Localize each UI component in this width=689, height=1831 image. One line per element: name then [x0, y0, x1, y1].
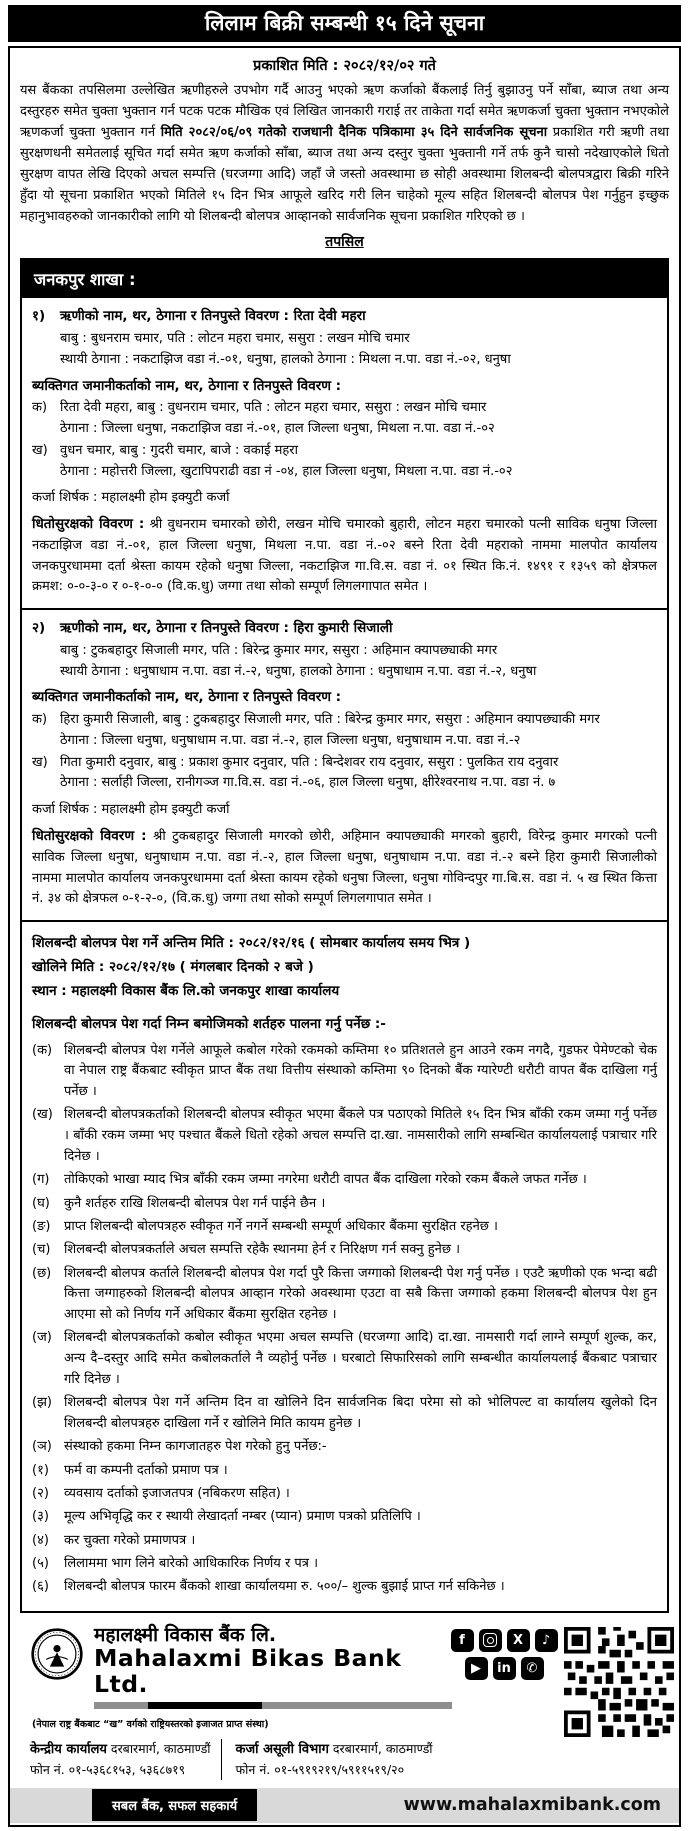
bank-name-english: Mahalaxmi Bikas Bank Ltd. [94, 1644, 402, 1699]
bid-venue: स्थान : महालक्ष्मी विकास बैंक लि.को जनकपुर शाखा कार्यालय [32, 983, 340, 1000]
guarantor-detail [60, 441, 657, 483]
condition-item [32, 1264, 657, 1326]
page-title: लिलाम बिक्री सम्बन्धी १५ दिने सूचना [8, 5, 681, 42]
instagram-icon[interactable] [479, 1629, 502, 1652]
condition-text: शिलबन्दी बोलपत्रकर्ताको कबोल स्वीकृत भएमा अचल सम्पत्ति (घरजग्गा आदि) दा.खा. नामसारी गर्दा लाग्ने सम्पूर्ण शुल्क, कर, अन्य दै–दस्तुर आदि समेत कबोलकर्ताले नै व्यहोर्नु पर्नेछ । घरबाटो सिफारिसको लागि सम्बन्धीत कार्यालयलाई बैंकबाट पत्राचार गरि दिनेछ । [64, 1330, 657, 1388]
recovery-dept-phone: फोन नं. ०१-५९१९२१९/५९११५१९/२० [235, 1762, 405, 1778]
conditions-heading: शिलबन्दी बोलपत्र पेश गर्दा निम्न बमोजिमको शर्तहरु पालना गर्नु पर्नेछ :- [32, 1016, 386, 1032]
x-twitter-icon[interactable]: X [507, 1629, 530, 1652]
guarantor-label: ख) [32, 754, 48, 770]
condition-item [32, 1170, 657, 1191]
bank-tagline: सबल बैंक, सफल सहकार्य [92, 1789, 257, 1821]
condition-text: प्राप्त शिलबन्दी बोलपत्रहरु स्वीकृत गर्ने नगर्ने सम्बन्धी सम्पूर्ण अधिकार बैंकमा सुरक्षित रहनेछ । [64, 1218, 498, 1234]
linkedin-icon[interactable]: in [493, 1657, 516, 1680]
collateral-text: श्री वुधनराम चमारको छोरी, लखन मोचि चमारको बुहारी, लोटन महरा चमारको पत्नी साविक धनुषा जिल्ला नकटाझिज वडा नं.-०१, हाल जिल्ला धनुषा, मिथला न.पा. वडा नं.-०२ बस्ने रिता देवी महराको नाममा मालपोत कार्यालय जनकपुरधाममा दर्ता श्रेस्ता कायम रहेको धनुषा जिल्ला, नकटाझिज गा.वि.स. वडा नं. ०१ स्थित कि.नं. १४९१ र १३५९ को क्षेत्रफल क्रमश: ०-०-३-० र ०-१-०-० (वि.क.धु) जग्गा तथा सोको सम्पूर्ण लिगलगापात समेत । [32, 517, 657, 595]
collateral-description [32, 826, 657, 910]
required-document-item [32, 1554, 657, 1575]
viber-icon[interactable]: ✆ [521, 1657, 544, 1680]
branch-header: जनकपुर शाखा : [22, 260, 667, 298]
intro-paragraph [20, 80, 669, 227]
condition-text: लिलाममा भाग लिने बारेको आधिकारिक निर्णय र पत्र । [64, 1555, 319, 1571]
section-number: १) [32, 308, 46, 325]
condition-label: (झ) [32, 1395, 52, 1411]
borrower-parents-line: बाबु : टुकबहादुर सिजाली मगर, पति : बिरेन्द्र कुमार मगर, ससुरा : अहिमान क्यापछ्याकी मगर [60, 642, 498, 658]
social-icons [456, 1629, 552, 1710]
bank-brand [30, 1625, 452, 1710]
social-icons-row [465, 1657, 544, 1680]
condition-text: शिलबन्दी बोलपत्र पेश गर्नेले आफूले कबोल गरेको रकमको कम्तिमा १० प्रतिशतले हुन आउने रकम नगदै, गुडफर पेमेण्टको चेक वा नेपाल राष्ट्र बैंकबाट स्वीकृत प्राप्त बैंक तथा वित्तीय संस्थाको कम्तिमा ९० दिनको बैंक ग्यारेण्टी धरौटी वापत बैंक दाखिला गर्नु पर्नेछ । [64, 1042, 657, 1100]
borrower-section-2 [22, 608, 667, 920]
borrower-heading [32, 306, 657, 328]
condition-label: (ज) [32, 1330, 52, 1346]
guarantor-heading: ब्यक्तिगत जमानीकर्ताको नाम, थर, ठेगाना र तिनपुस्ते विवरण : [32, 377, 342, 394]
condition-label: (ग) [32, 1172, 50, 1188]
borrower-heading-text: ऋणीको नाम, थर, ठेगाना र तिनपुस्ते विवरण : रिता देवी महरा [60, 308, 366, 325]
guarantor-label: क) [32, 400, 48, 416]
guarantor-row [32, 398, 657, 440]
head-office-address: दरबारमार्ग, काठमाण्डौं [106, 1741, 211, 1757]
bank-name-nepali: महालक्ष्मी विकास बैंक लि. [94, 1623, 277, 1646]
condition-label: (३) [32, 1509, 49, 1525]
bank-names [94, 1625, 452, 1710]
borrower-section-1 [22, 298, 667, 608]
condition-item [32, 1105, 657, 1167]
brand-divider-bar [94, 1702, 452, 1709]
branch-table [20, 258, 669, 1612]
condition-text: शिलबन्दी बोलपत्र कर्ताले शिलबन्दी बोलपत्र पेश गर्दा पुरै कित्ता जग्गाको शिलबन्दी पेश गर्नु पर्नेछ । एउटै ऋणीको एक भन्दा बढी कित्ता जग्गाहरुको शिलबन्दी बोलपत्र आव्हान गरेको अवस्थामा एउटा वा सबै कित्ता जग्गाको हकमा शिलबन्दी बोलपत्र पेश हुन आएमा सो को निर्णय गर्ने अधिकार बैंकमा सुरक्षित रहनेछ । [64, 1265, 657, 1323]
guarantor-name-line: हिरा कुमारी सिजाली, बाबु : टुकबहादुर सिजाली मगर, पति : बिरेन्द्र कुमार मगर, ससुरा : अहिमान क्यापछ्याकी मगर [60, 712, 600, 728]
condition-text: फर्म वा कम्पनी दर्ताको प्रमाण पत्र । [64, 1462, 228, 1478]
document-body [8, 46, 681, 1827]
condition-label: (घ) [32, 1195, 50, 1211]
recovery-dept-address: दरबारमार्ग, काठमाण्डौं [328, 1741, 433, 1757]
footer-strip [10, 1788, 679, 1823]
bid-deadline: शिलबन्दी बोलपत्र पेश गर्ने अन्तिम मिति : २०८२/१२/१६ ( सोमबार कार्यालय समय भित्र ) [32, 935, 471, 952]
condition-text: शिलबन्दी बोलपत्र पेश गर्ने अन्तिम दिन वा खोलिने दिन सार्वजनिक बिदा परेमा सो को भोलिपल्ट वा कार्यालय खुलेको दिन शिलबन्दी बोलपत्रहरु दाखिला गर्ने र खोलिने मिति कायम हुनेछ । [64, 1395, 657, 1432]
condition-label: (च) [32, 1242, 51, 1258]
collateral-label: धितोसुरक्षको विवरण : [32, 516, 145, 533]
qr-code [564, 1627, 674, 1737]
condition-item [32, 1240, 657, 1261]
guarantor-address-line: ठेगाना : जिल्ला धनुषा, धनुषाधाम न.पा. वडा नं.-२, हाल जिल्ला धनुषा, धनुषाधाम न.पा. वडा नं.-२ [60, 732, 521, 748]
head-office-block [30, 1739, 221, 1780]
condition-item [32, 1328, 657, 1390]
condition-item [32, 1217, 657, 1238]
guarantor-detail [60, 753, 657, 795]
head-office-line [30, 1739, 211, 1760]
condition-label: (छ) [32, 1265, 52, 1281]
published-date: प्रकाशित मिति : २०८२/१२/०२ गते [253, 58, 436, 74]
condition-label: (४) [32, 1532, 49, 1548]
condition-label: (२) [32, 1486, 49, 1502]
youtube-icon[interactable]: ▶ [465, 1657, 488, 1680]
guarantor-label: ख) [32, 442, 48, 458]
office-addresses [30, 1739, 552, 1780]
bank-website-link[interactable]: www.mahalaxmibank.com [403, 1795, 661, 1816]
intro-text-bold: मिति २०८२/०६/०९ गतेको राजधानी दैनिक पत्रिकामा ३५ दिने सार्वजनिक सूचना [160, 125, 548, 141]
section-number: २) [32, 620, 46, 637]
collateral-label: धितोसुरक्षको विवरण : [32, 828, 147, 845]
guarantor-row [32, 753, 657, 795]
bid-opening-date: खोलिने मिति : २०८२/१२/१७ ( मंगलबार दिनको २ बजे ) [32, 959, 314, 976]
condition-text: शिलबन्दी बोलपत्रकर्ताको शिलबन्दी बोलपत्र स्वीकृत भएमा बैंकले पत्र पठाएको मितिले १५ दिन भित्र बाँकी रकम जम्मा गर्नु पर्नेछ । बाँकी रकम जम्मा भए पश्चात बैंकले धितो रहेको अचल सम्पत्ति दा.खा. नामसारीको लागि सम्बन्धित कार्यालयलाई पत्राचार गरि दिनेछ । [64, 1107, 657, 1165]
recovery-dept-line [236, 1739, 433, 1760]
borrower-address-line: स्थायी ठेगाना : धनुषाधाम न.पा. वडा नं.-२, धनुषा, हालको ठेगाना : धनुषाधाम न.पा. वडा नं.-२, धनुषा [60, 663, 537, 679]
guarantor-label: क) [32, 712, 48, 728]
required-document-item [32, 1531, 657, 1552]
borrower-heading [32, 618, 657, 640]
condition-item [32, 1393, 657, 1435]
guarantor-address-line: ठेगाना : जिल्ला धनुषा, नकटाझिज वडा नं.-०१, हाल जिल्ला धनुषा, मिथला न.पा. वडा नं.-०२ [60, 420, 495, 436]
intro-text-pre: यस बैंकका तपसिलमा उल्लेखित ऋणीहरुले उपभोग गर्दै आउनु भएको ऋण कर्जाको बैंकलाई तिर्नु बुझाउनु पर्ने साँबा, ब्याज तथा अन्य दस्तुरहरु समेत चुक्ता भुक्तान गर्न पटक पटक मौखिक एवं लिखित जानकारी गराई तर ताकेता गर्दा समेत ऋणकर्जा चुक्ता भुक्तान नभएकोले ऋणकर्जा चुक्ता भुक्तान गर्न [20, 83, 669, 141]
bank-logo [30, 1627, 84, 1681]
condition-text: कुनै शर्तहरु राखि शिलबन्दी बोलपत्र पेश गर्न पाईने छैन । [64, 1195, 326, 1211]
condition-label: (५) [32, 1555, 49, 1571]
guarantor-row [32, 441, 657, 483]
required-document-item [32, 1507, 657, 1528]
guarantor-name-line: गिता कुमारी दनुवार, बाबु : प्रकाश कुमार दनुवार, पति : बिन्देशवर राय दनुवार, ससुरा : पुलकित राय दनुवार [60, 754, 559, 770]
condition-text: शिलबन्दी बोलपत्र फारम बैंकको शाखा कार्यालयमा रु. ५००/– शुल्क बुझाई प्राप्त गर्न सकिनेछ । [64, 1579, 505, 1595]
condition-text: मूल्य अभिवृद्धि कर र स्थायी लेखादर्ता नम्बर (प्यान) प्रमाण पत्रको प्रतिलिपि । [64, 1509, 421, 1525]
condition-text: कर चुक्ता गरेको प्रमाणपत्र । [64, 1532, 196, 1548]
facebook-icon[interactable]: f [451, 1629, 474, 1652]
guarantor-name-line: रिता देवी महरा, बाबु : वुधनराम चमार, पति : लोटन महरा चमार, ससुरा : लखन मोचि चमार [60, 400, 487, 416]
condition-text: तोकिएको भाखा म्याद भित्र बाँकी रकम जम्मा नगरेमा धरौटी वापत बैंक दाखिला गरेको रकम बैंकले जफत गर्नेछ । [64, 1172, 587, 1188]
guarantor-row [32, 710, 657, 752]
borrower-heading-text: ऋणीको नाम, थर, ठेगाना र तिनपुस्ते विवरण : हिरा कुमारी सिजाली [60, 620, 393, 637]
condition-item [32, 1041, 657, 1103]
condition-label: (१) [32, 1462, 49, 1478]
intro-text-post: प्रकाशित गरी ऋणी तथा सुरक्षणधनी समेतलाई सूचित गर्दा समेत ऋण कर्जाको साँबा, ब्याज तथा अन्य दस्तुर चुक्ता भुक्तानी गर्ने तर्फ कुनै चासो नदेखाएकोले धितो सुरक्षण वापत लेखि दिएको अचल सम्पत्ति (घरजग्गा आदि) जहाँ जे जस्तो अवस्थामा छ सोही अवस्थामा शिलबन्दी बोलपत्रद्वारा बिक्री गरिने हुँदा यो सूचना प्रकाशित भएको मितिले १५ दिन भित्र आफूले खरिद गरी लिन चाहेको मूल्य सहित शिलबन्दी बोलपत्र पेश गर्नुहुन इच्छुक महानुभावहरुको जानकारीको लागि यो शिलबन्दी बोलपत्र आव्हानको सार्वजनिक सूचना प्रकाशित गरिएको छ । [20, 125, 669, 225]
condition-label: (ङ) [32, 1218, 51, 1234]
loan-title: कर्जा शिर्षक : महालक्ष्मी होम इक्युटी कर्जा [32, 490, 230, 506]
collateral-text: श्री टुकबहादुर सिजाली मगरको छोरी, अहिमान क्यापछ्याकी मगरको बुहारी, विरेन्द्र कुमार मगरको पत्नी साविक जिल्ला धनुषा, धनुषाधाम न.पा. वडा नं.-२, हाल जिल्ला धनुषा, धनुषाधाम न.पा. वडा नं.-२ बस्ने हिरा कुमारी सिजालीको नाममा मालपोत कार्यालय जनकपुरधाममा दर्ता श्रेस्ता कायम रहेको धनुषा जिल्ला, धनुषा गोविन्दपुर गा.बि.स. वडा नं. ५ ख स्थित कित्ता नं. ३४ को क्षेत्रफल ०-१-२-०, (वि.क.धु) जग्गा तथा सोको सम्पूर्ण लिगलगापात समेत । [32, 829, 657, 907]
condition-text: व्यवसाय दर्ताको इजाजतपत्र (नबिकरण सहित) । [64, 1486, 290, 1502]
bank-footer [10, 1613, 679, 1788]
borrower-parents-line: बाबु : बुधनराम चमार, पति : लोटन महरा चमार, ससुरा : लखन मोचि चमार [60, 330, 410, 346]
borrower-address-line: स्थायी ठेगाना : नकटाझिज वडा नं.-०१, धनुषा, हालको ठेगाना : मिथला न.पा. वडा नं.-०२, धनुषा [60, 351, 511, 367]
recovery-dept-label: कर्जा असूली विभाग [235, 1742, 329, 1758]
collateral-description [32, 514, 657, 598]
license-note: (नेपाल राष्ट्र बैंकबाट “ख” वर्गको राष्ट्रियस्तरको इजाजत प्राप्त संस्था) [32, 1719, 269, 1731]
required-document-item [32, 1484, 657, 1505]
guarantor-detail [60, 398, 657, 440]
head-office-label: केन्द्रीय कार्यालय [30, 1742, 107, 1758]
guarantor-address-line: ठेगाना : सर्लाही जिल्ला, रानीगञ्ज गा.वि.स. वडा नं.-०६, हाल जिल्ला धनुषा, क्षीरेश्वरनाथ न.पा. वडा नं. ७ [60, 775, 556, 791]
recovery-dept-block [221, 1739, 443, 1780]
tapasil-heading: तपसिल [325, 234, 364, 251]
condition-label: (क) [32, 1042, 53, 1058]
condition-text: संस्थाको हकमा निम्न कागजातहरु पेश गरेको हुनु पर्नेछ:- [64, 1439, 327, 1455]
condition-label: (ञ) [32, 1439, 52, 1455]
condition-label: (ख) [32, 1107, 53, 1123]
condition-label: (६) [32, 1579, 49, 1595]
condition-item [32, 1194, 657, 1215]
bid-conditions-section [22, 920, 667, 1610]
guarantor-name-line: वुधन चमार, बाबु : गुदरी चमार, बाजे : वकाई महरा [60, 442, 298, 458]
loan-title: कर्जा शिर्षक : महालक्ष्मी होम इक्युटी कर्जा [32, 802, 230, 818]
condition-text: शिलबन्दी बोलपत्रकर्ताले अचल सम्पत्ति रहेकै स्थानमा हेर्न र निरिक्षण गर्न सक्नु हुनेछ । [64, 1242, 460, 1258]
tiktok-icon[interactable]: ♪ [535, 1629, 558, 1652]
head-office-phone: फोन नं. ०१-५३६८१५३, ५३६८७१९ [30, 1762, 186, 1778]
required-document-item [32, 1461, 657, 1482]
required-document-item [32, 1577, 657, 1598]
condition-item [32, 1437, 657, 1458]
guarantor-heading: ब्यक्तिगत जमानीकर्ताको नाम, थर, ठेगाना र तिनपुस्ते विवरण : [32, 689, 342, 706]
guarantor-address-line: ठेगाना : महोत्तरी जिल्ला, खुटापिपराढी वडा नं -०४, हाल जिल्ला धनुषा, मिथला न.पा. वडा नं.-०२ [60, 463, 513, 479]
guarantor-detail [60, 710, 657, 752]
social-icons-row [451, 1629, 558, 1652]
